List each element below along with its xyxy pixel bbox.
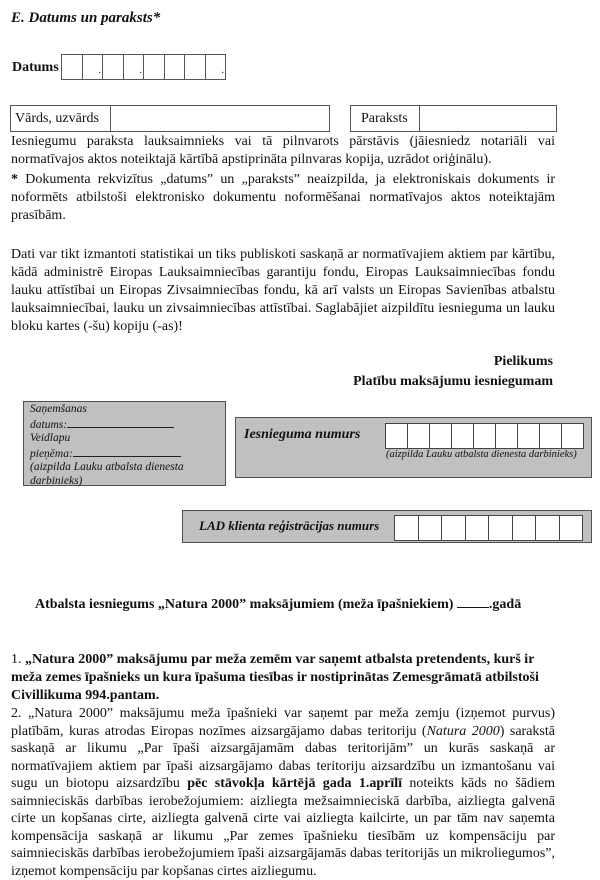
item-italic-text: Natura 2000 (426, 723, 500, 739)
application-number-cell[interactable] (429, 423, 452, 449)
signature-field (350, 105, 557, 132)
data-usage-note: Dati var tikt izmantoti statistikai un tiks publiskoti saskaņā ar normatīvajiem aktiem par kārtību, kādā administrē Eiropas Lauksaimniecības garantiju fondu, Eiropas Lauksaimniecības fondu lauku attīstībai un Eiropas Zivsaimniecības fondu, kā arī valsts un Eiropas Savienības atbalstu lauksaimniecībai, lauku un zivsaimniecības attīstībai. Saglabājiet aizpildītu iesnieguma un lauku bloku kartes (-šu) kopiju (-as)! (11, 247, 555, 334)
name-label: Vārds, uzvārds (11, 106, 111, 131)
client-number-cell[interactable] (441, 515, 466, 541)
accepted-label-2: pieņēma: (30, 447, 73, 460)
application-number-cell[interactable] (517, 423, 540, 449)
client-number-cell[interactable] (559, 515, 584, 541)
application-number-cell[interactable] (385, 423, 408, 449)
name-field (10, 105, 330, 132)
received-label-2: datums: (30, 418, 68, 431)
accepted-by-input[interactable] (73, 446, 181, 457)
client-number-cell[interactable] (394, 515, 419, 541)
annex-subtitle: Platību maksājumu iesniegumam (353, 374, 553, 389)
asterisk-note-text: Dokumenta rekvizītus „datums” un „paraksts” neaizpilda, ja elektroniskais dokuments ir noformēts atbilstoši elektronisko dokumentu noformēšanai normatīvajos aktos noteiktajām prasībām. (11, 172, 555, 223)
office-note: (aizpilda Lauku atbalsta dienesta darbinieks) (30, 461, 184, 487)
date-input[interactable] (62, 54, 226, 80)
date-box[interactable]: . (205, 54, 227, 80)
application-number-cell[interactable] (539, 423, 562, 449)
item-bold-text: pēc stāvokļa kārtējā gada 1.aprīlī (187, 776, 403, 791)
name-input[interactable] (111, 106, 329, 131)
date-box[interactable] (184, 54, 206, 80)
date-box[interactable] (143, 54, 165, 80)
client-number-cell[interactable] (465, 515, 490, 541)
application-number-cell[interactable] (407, 423, 430, 449)
received-label: Saņemšanas (30, 403, 87, 415)
item-text: „Natura 2000” maksājumu par meža zemēm var saņemt atbalsta pretendents, kurš ir meža zemes īpašnieks un kura īpašuma tiesības ir nostiprinātas Zemesgrāmatā atbilstoši Civillikuma 994.pantam. (11, 652, 539, 703)
client-number-cell[interactable] (488, 515, 513, 541)
date-box[interactable]: . (82, 54, 104, 80)
date-box[interactable] (102, 54, 124, 80)
client-number-label: LAD klienta reģistrācijas numurs (199, 518, 380, 533)
application-number-box (235, 417, 592, 478)
client-number-box (182, 510, 592, 543)
application-number-note: (aizpilda Lauku atbalsta dienesta darbinieks) (386, 449, 577, 460)
date-box[interactable]: . (123, 54, 145, 80)
item-text: noteikts kāds no šādiem saimnieciskās darbības ierobežojumiem: aizliegta mežsaimnieciskā darbība, aizliegta galvenā cirte un kopšanas cirte, aizliegta galvenā cirte vai aizliegta kailcirte, un par tām nav saņemta kompensācija saskaņā ar likumu „Par zemes īpašnieku tiesībām uz kompensāciju par saimnieciskās darbības ierobežojumiem īpaši aizsargājamās dabas teritorijās un mikroliegumos”, izņemot kompensāciju par kopšanas cirtes aizliegumu. (11, 776, 555, 879)
application-number-label: Iesnieguma numurs (244, 427, 361, 442)
document-title-suffix: .gadā (488, 597, 522, 612)
application-number-cells (386, 423, 584, 449)
client-number-cells (395, 515, 583, 541)
office-use-box (23, 401, 226, 486)
document-title (35, 597, 521, 613)
asterisk-mark: * (11, 172, 18, 187)
condition-item-1 (11, 651, 555, 705)
application-number-cell[interactable] (561, 423, 584, 449)
signature-input[interactable] (420, 106, 556, 131)
item-text: 2. „Natura 2000” maksājumu meža īpašnieki var saņemt par meža zemju (izņemot purvus) platībām, kuras atrodas Eiropas nozīmes aizsargājamo dabas teritoriju ( (11, 706, 555, 739)
annex-title: Pielikums (493, 354, 553, 369)
application-number-cell[interactable] (495, 423, 518, 449)
client-number-cell[interactable] (535, 515, 560, 541)
section-title: E. Datums un paraksts* (11, 10, 161, 26)
date-box[interactable] (164, 54, 186, 80)
item-number: 1. (11, 652, 22, 667)
application-number-cell[interactable] (473, 423, 496, 449)
date-box[interactable] (61, 54, 83, 80)
client-number-cell[interactable] (418, 515, 443, 541)
received-date-input[interactable] (67, 417, 174, 428)
condition-item-2 (11, 705, 555, 880)
document-title-text: Atbalsta iesniegums „Natura 2000” maksājumiem (meža īpašniekiem) (35, 597, 454, 612)
signature-label: Paraksts (351, 106, 420, 131)
asterisk-note (11, 171, 555, 225)
accepted-label: Veidlapu (30, 432, 71, 444)
signer-note: Iesniegumu paraksta lauksaimnieks vai tā pilnvarots pārstāvis (jāiesniedz notariāli vai normatīvajos aktos noteiktajā kārtībā apstiprināta pilnvaras kopija, uzrādot oriģinālu). (11, 134, 555, 167)
year-input[interactable] (457, 607, 489, 608)
item-text: ) sarakstā saskaņā ar likumu „Par īpaši aizsargājamām dabas teritorijām” un kurās saskaņā ar normatīvajiem aktiem par īpaši aizsargājamo dabas teritoriju aizsardzību un izmantošanu vai sugu un biotopu aizsardzību (11, 723, 555, 791)
date-label: Datums (12, 60, 59, 75)
client-number-cell[interactable] (512, 515, 537, 541)
application-number-cell[interactable] (451, 423, 474, 449)
